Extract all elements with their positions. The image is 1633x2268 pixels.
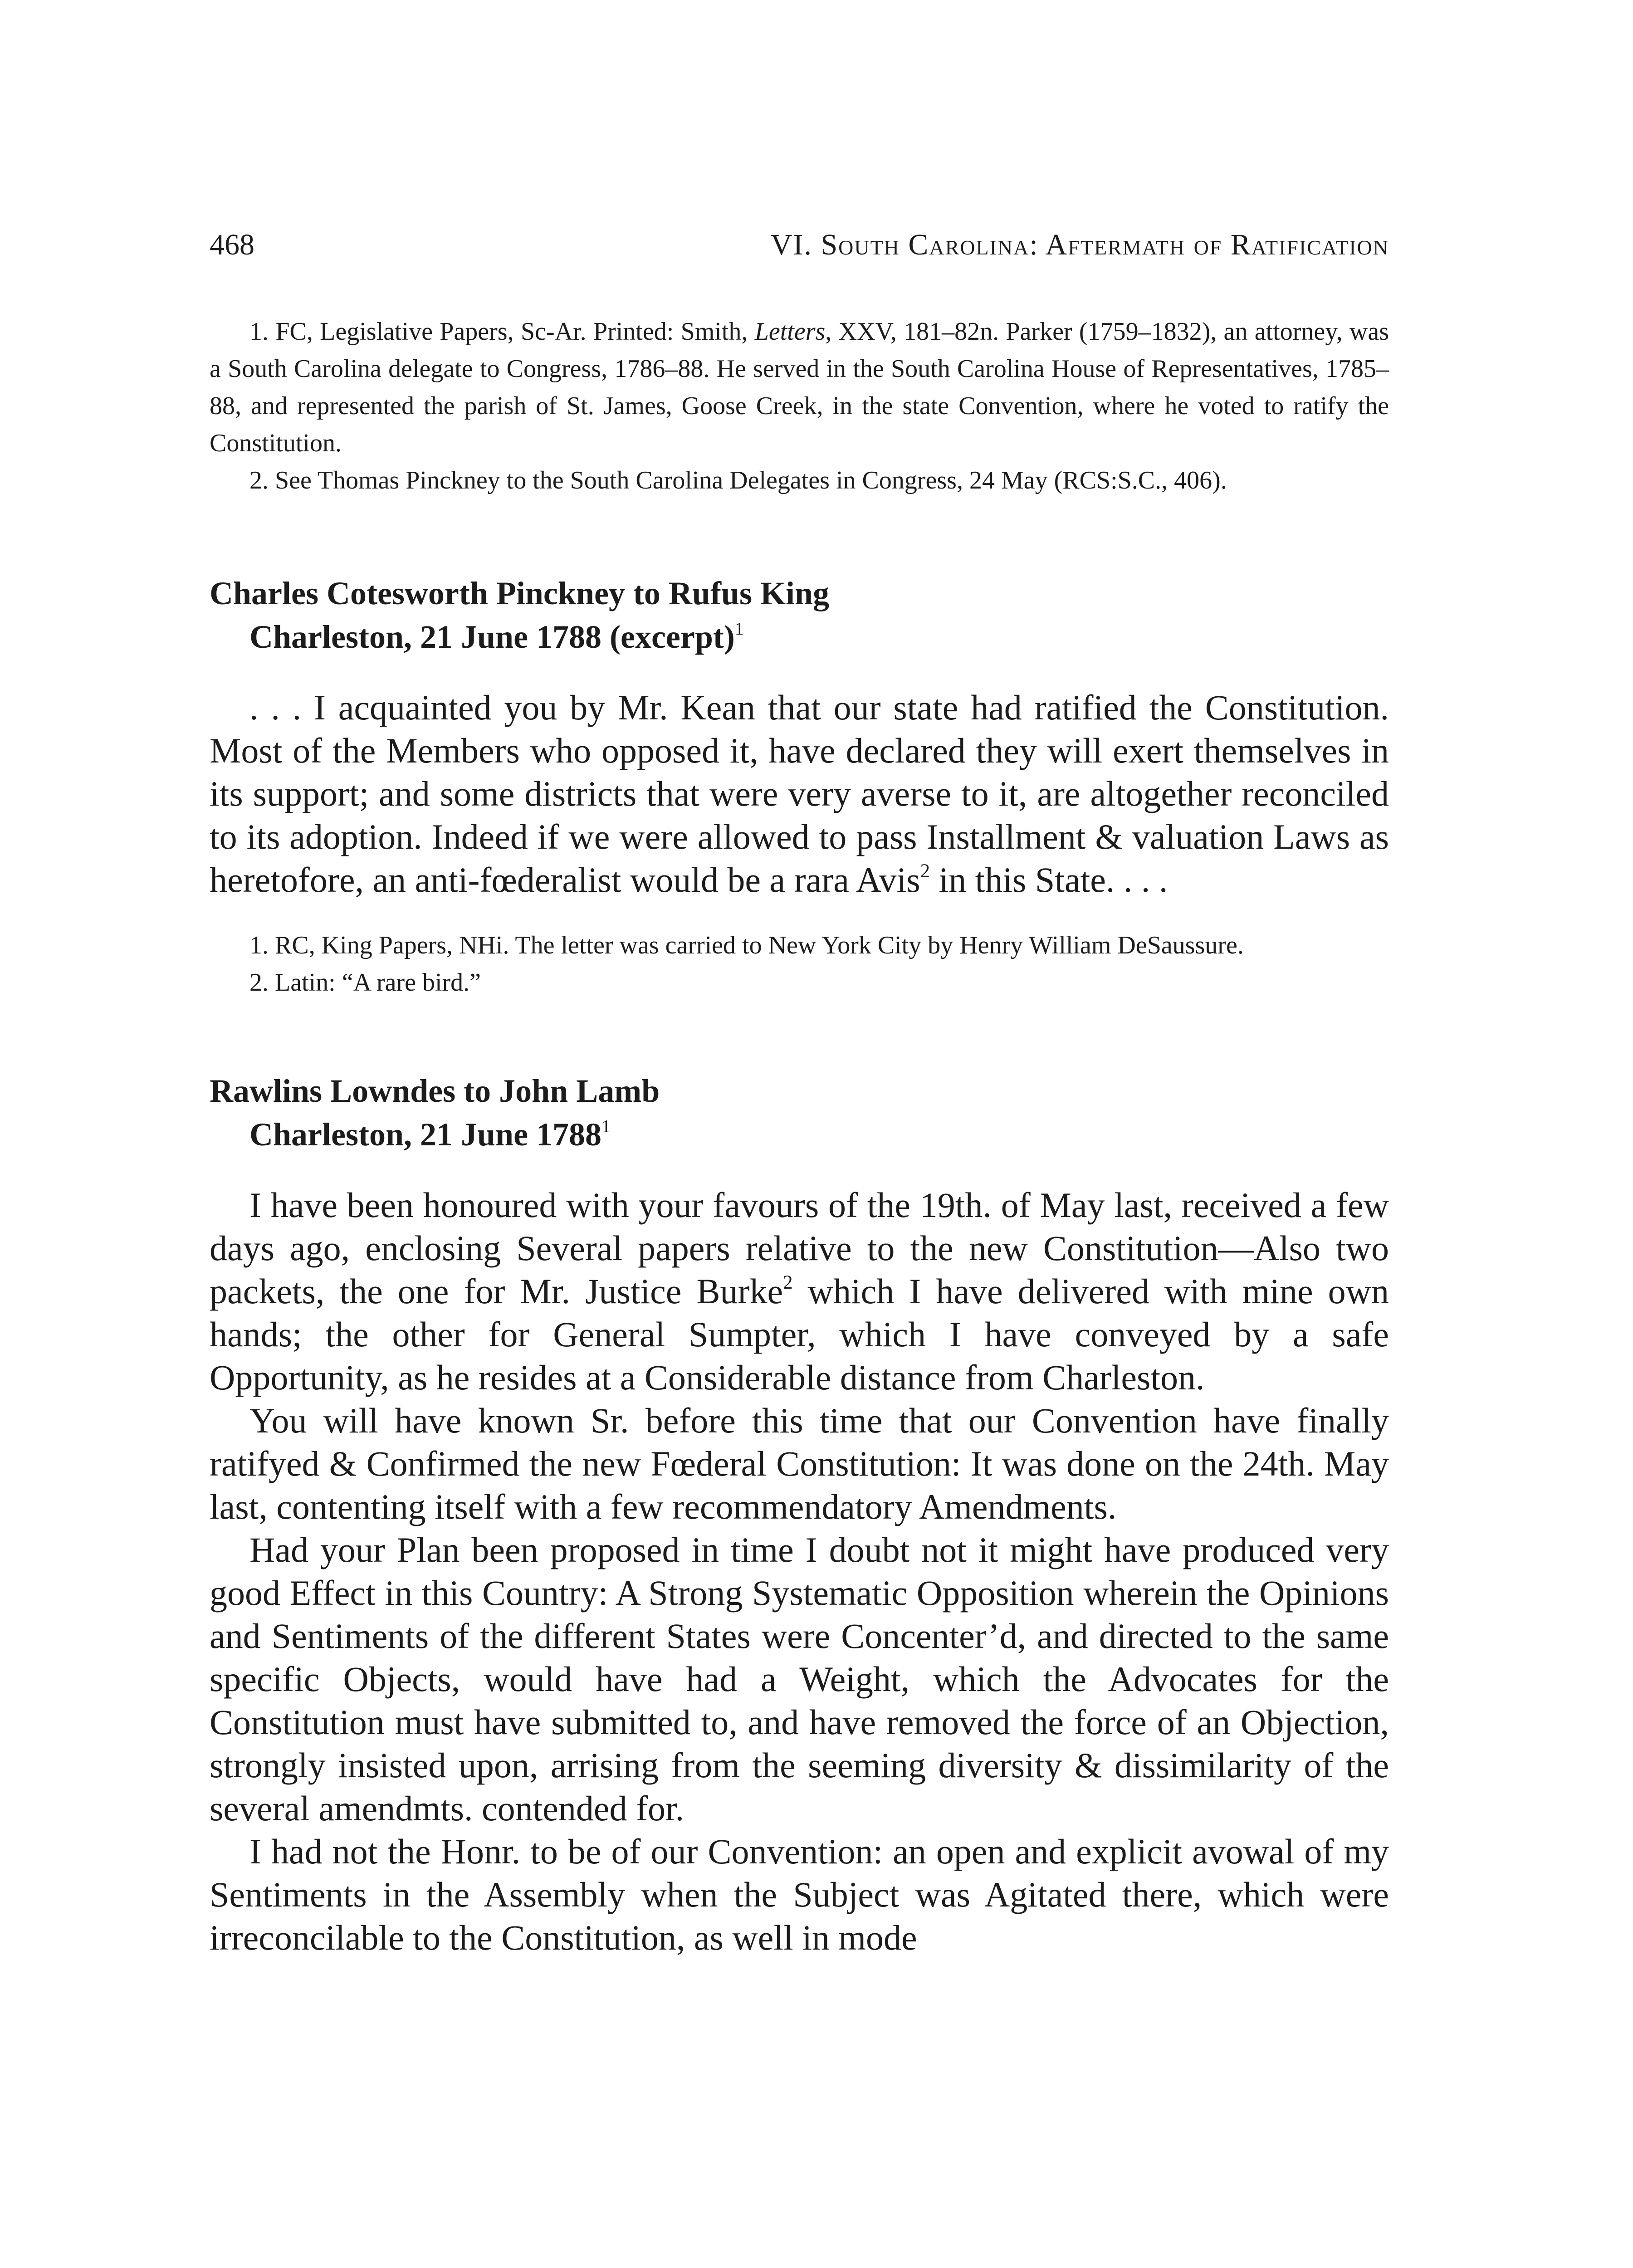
running-title: VI. South Carolina: Aftermath of Ratification bbox=[770, 228, 1389, 261]
book-page bbox=[210, 227, 1389, 1959]
footnote-marker: 1 bbox=[601, 1116, 611, 1136]
footnote-marker: 1 bbox=[734, 618, 744, 639]
running-head bbox=[210, 227, 1389, 263]
letter-heading-lowndes bbox=[210, 1069, 1389, 1156]
footnotes-pinckney bbox=[210, 927, 1389, 1001]
letter-heading-line1: Rawlins Lowndes to John Lamb bbox=[210, 1073, 660, 1109]
body-paragraph-4: I had not the Honr. to be of our Convention: an open and explicit avowal of my Sentiments in the Assembly when the Subject was Agitated there, which were irreconcilable to the Constitution, as well in mode bbox=[210, 1832, 1389, 1957]
footnote-1: 1. FC, Legislative Papers, Sc-Ar. Printed: Smith, Letters, XXV, 181–82n. Parker (1759–1832), an attorney, was a South Carolina delegate to Congress, 1786–88. He served in the South Carolina House of Representatives, 1785–88, and represented the parish of St. James, Goose Creek, in the state Convention, where he voted to ratify the Constitution. bbox=[210, 318, 1389, 457]
letter-heading-pinckney bbox=[210, 572, 1389, 659]
body-paragraph-2: You will have known Sr. before this time that our Convention have finally ratifyed & Confirmed the new Fœderal Constitution: It was done on the 24th. May last, contenting itself with a few recommendatory Amendments. bbox=[210, 1401, 1389, 1526]
letter-body-lowndes bbox=[210, 1183, 1389, 1959]
page-number: 468 bbox=[210, 228, 254, 261]
footnotes-previous-document bbox=[210, 313, 1389, 499]
letter-body-pinckney bbox=[210, 686, 1389, 901]
letter-heading-line2: Charleston, 21 June 1788 (excerpt)$^1$ bbox=[249, 618, 744, 655]
body-paragraph: . . . I acquainted you by Mr. Kean that our state had ratified the Constitution. Most of the Members who opposed it, have declared they will exert themselves in its support; and some districts that were very averse to it, are altogether reconciled to its adoption. Indeed if we were allowed to pass Installment & valuation Laws as heretofore, an anti-fœderalist would be a rara Avis$^2$ in this State. . . . bbox=[210, 688, 1389, 899]
letter-heading-line1: Charles Cotesworth Pinckney to Rufus King bbox=[210, 575, 830, 611]
footnote-2: 2. See Thomas Pinckney to the South Carolina Delegates in Congress, 24 May (RCS:S.C., 406). bbox=[249, 466, 1227, 494]
footnote-2: 2. Latin: “A rare bird.” bbox=[249, 968, 481, 997]
letter-heading-line2: Charleston, 21 June 1788$^1$ bbox=[249, 1116, 611, 1153]
footnote-1: 1. RC, King Papers, NHi. The letter was carried to New York City by Henry William DeSaussure. bbox=[249, 931, 1244, 959]
footnote-marker: 2 bbox=[783, 1271, 793, 1293]
body-paragraph-1: I have been honoured with your favours of the 19th. of May last, received a few days ago, enclosing Several papers relative to the new Constitution—Also two packets, the one for Mr. Justice Burke$^2$ which I have delivered with mine own hands; the other for General Sumpter, which I have conveyed by a safe Opportunity, as he resides at a Considerable distance from Charleston. bbox=[210, 1185, 1389, 1397]
body-paragraph-3: Had your Plan been proposed in time I doubt not it might have produced very good Effect in this Country: A Strong Systematic Opposition wherein the Opinions and Sentiments of the different States were Concenter’d, and directed to the same specific Objects, would have had a Weight, which the Advocates for the Constitution must have submitted to, and have removed the force of an Objection, strongly insisted upon, arrising from the seeming diversity & dissimilarity of the several amendmts. contended for. bbox=[210, 1530, 1389, 1828]
footnote-marker: 2 bbox=[920, 860, 930, 882]
